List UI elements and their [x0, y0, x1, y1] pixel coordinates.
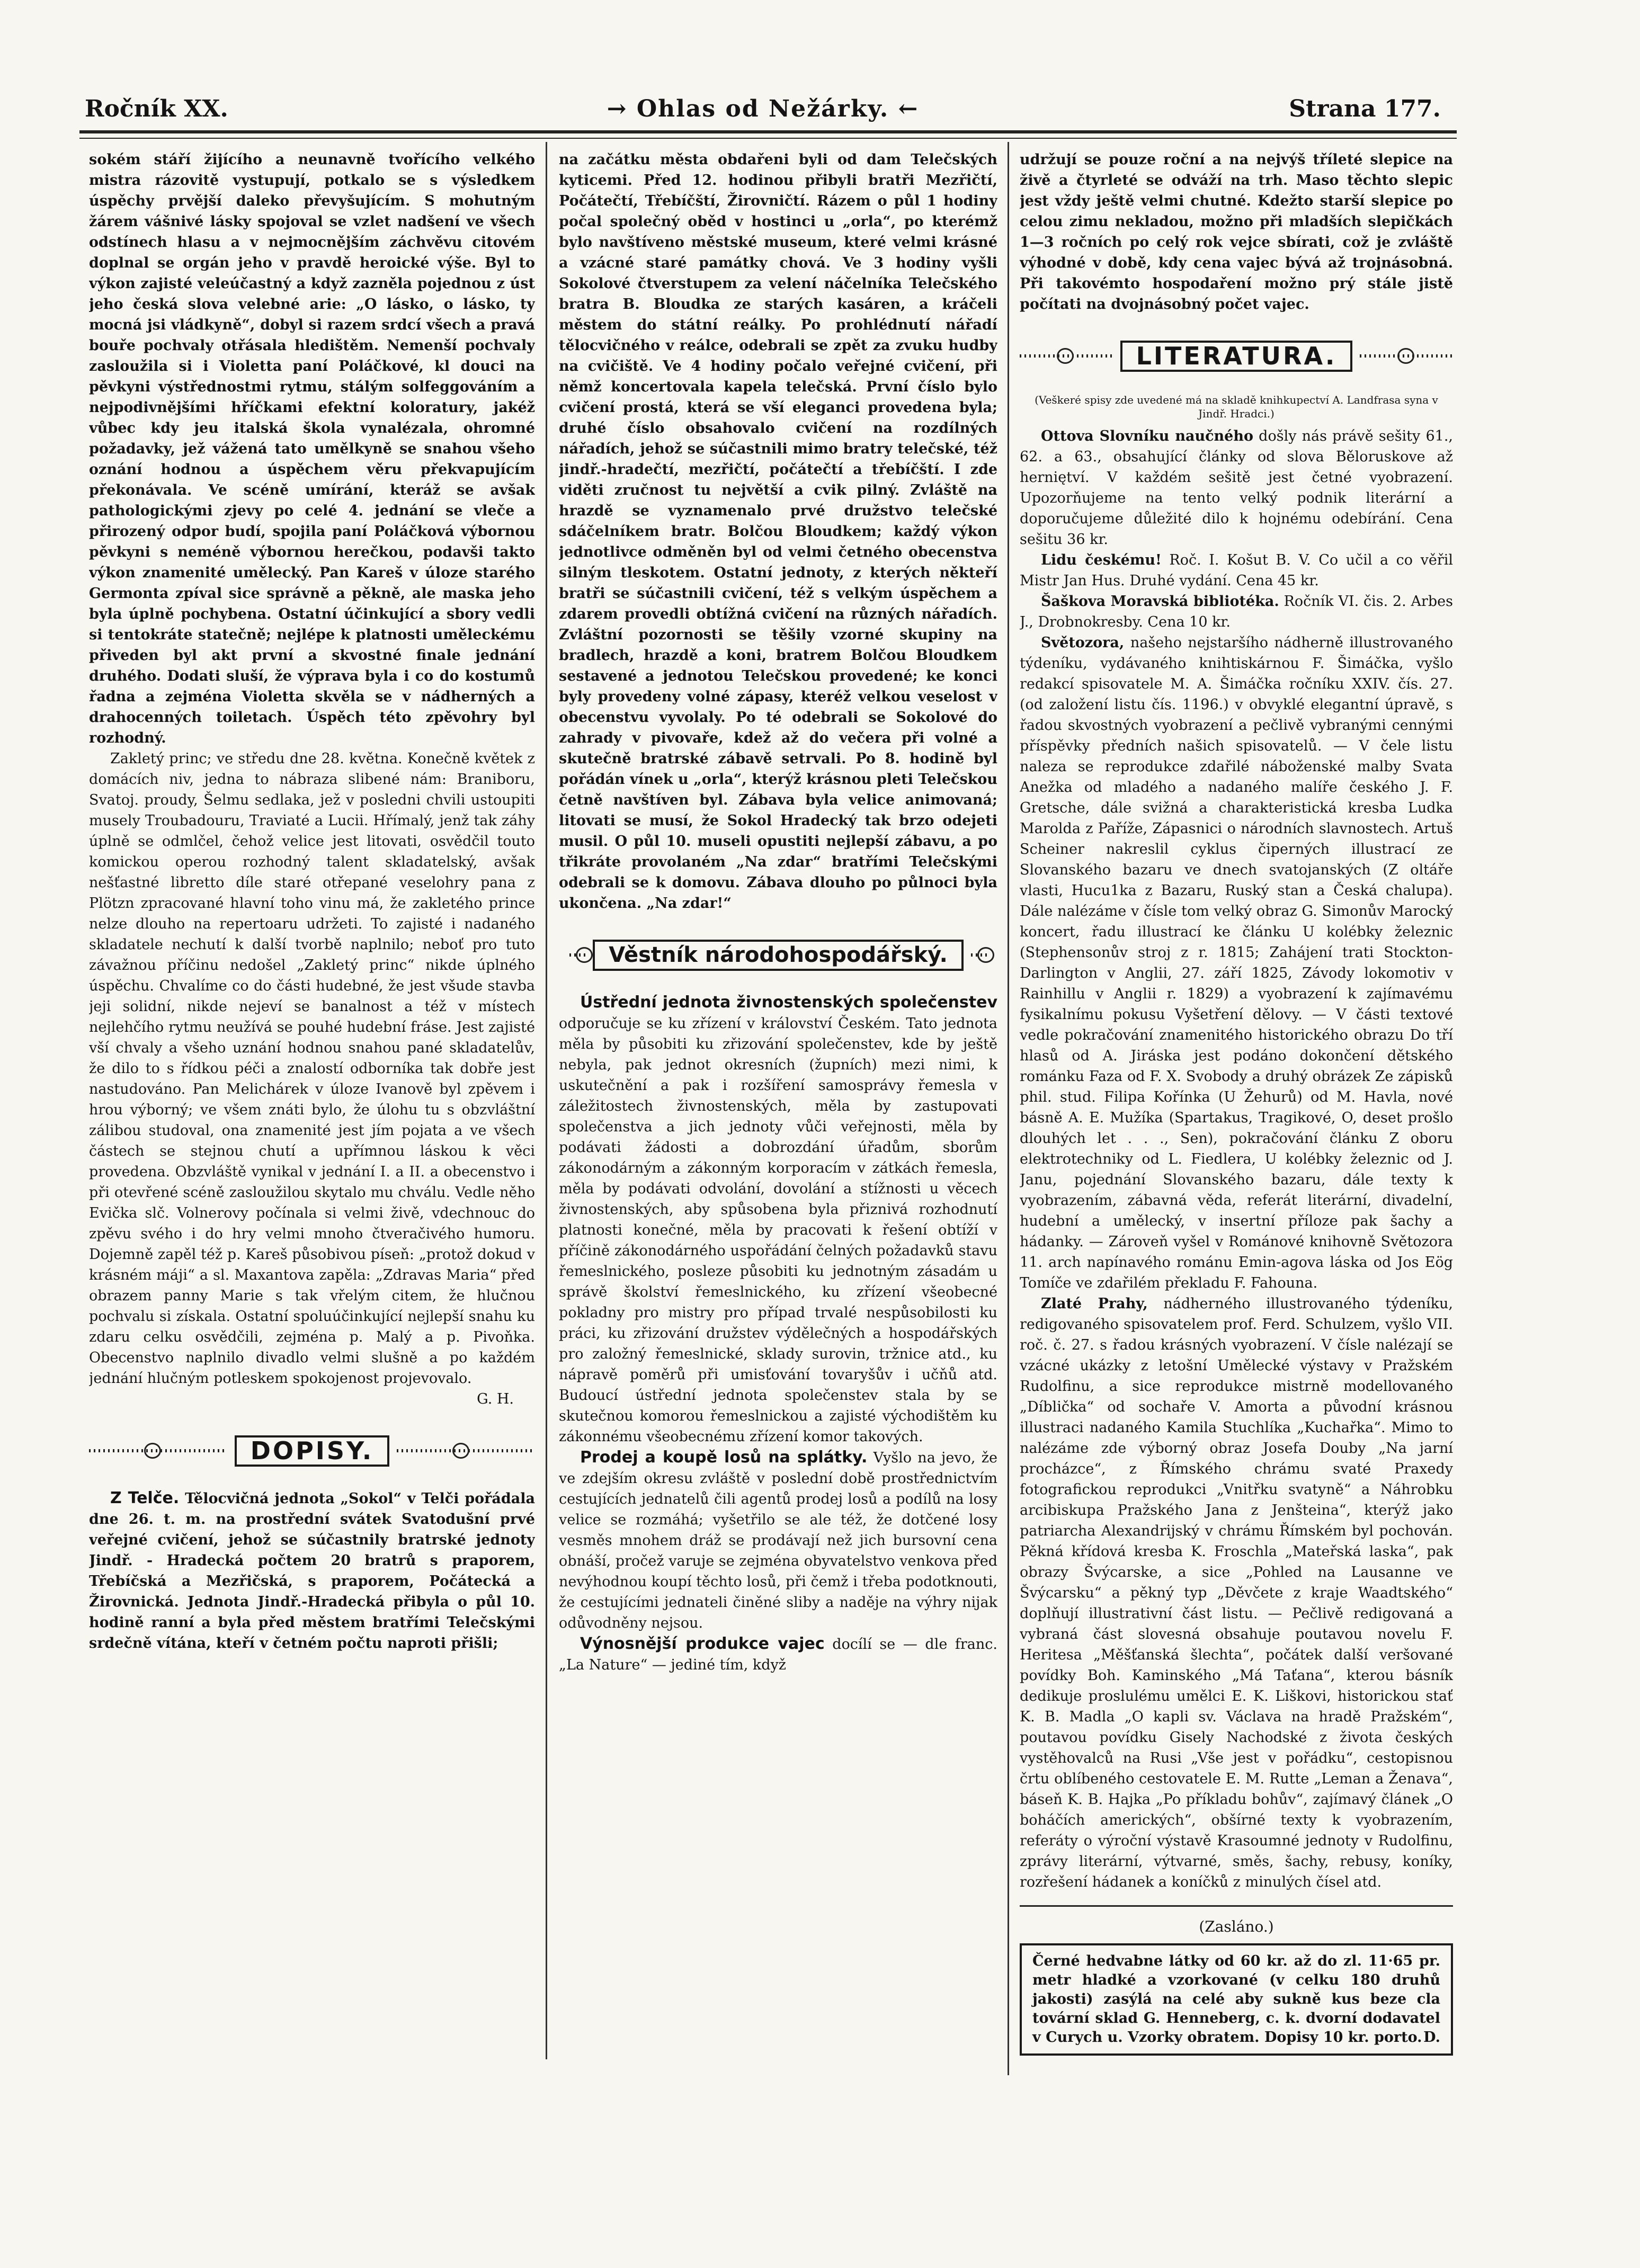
news-item-text: docílí se — dle franc. „La Nature“ — jediné tím, když	[559, 1636, 997, 1673]
page-header	[85, 95, 1441, 132]
volume-number: Ročník XX.	[85, 95, 228, 122]
ornament-right-icon	[397, 1437, 535, 1464]
ornament-left-icon	[569, 942, 585, 968]
literatura-note: (Veškeré spisy zde uvedené má na skladě knihkupectví A. Landfrasa syna v Jindř. Hradci.)	[1035, 394, 1438, 420]
literature-entry	[1020, 550, 1453, 591]
dopisy-lead: Z Telče.	[110, 1489, 180, 1507]
literature-entry	[1020, 591, 1453, 632]
header-rule-thick	[79, 130, 1457, 133]
article-paragraph: udržují se pouze roční a na nejvýš tříleté slepice na živě a čtyrleté se odváží na trh. Maso těchto slepic jest vždy ještě velmi chutné. Kdežto starší slepice po celou zimu nekladou, možno při mladších slepičkách 1—3 ročních po celý rok vejce sbírati, což je zvláště výhodné v době, kdy cena vajec bývá až trojnásobná. Při takovémto hospodaření možno prý stále jistě počítati na dvojnásobný počet vajec.	[1020, 151, 1453, 312]
advertisement-box	[1020, 1943, 1453, 2056]
news-item	[559, 1633, 997, 1675]
news-item	[559, 992, 997, 1447]
literature-entry-text: nádherného illustrovaného týdeníku, redigovaného spisovatelem prof. Ferd. Schulzem, vyšlo VII. roč. č. 27. s řadou krásných vyobrazení. V čísle nalézají se vzácné ukázky z letošní Umělecké výstavy v Pražském Rudolfinu, a sice reprodukce mistrně modellovaného „Díblička“ od sochaře V. Amorta a původní krásnou illustraci nadaného Kamila Stuchlíka „Kuchařka“. Mimo to nalézáme zde výborný obraz Josefa Douby „Na jarní procházce“, z Římského chrámu svaté Praxedy fotografickou reprodukci „Vnitřku svatyně“ a Náhrobku arcibiskupa Pražského Jana z Jenšteina“, kterýž jako patriarcha Alexandrijský v chrámu Římském byl pochován. Pěkná křídová kresba K. Froschla „Mateřská laska“, pak obrazy Švýcarske, a sice „Pohled na Lausanne ve Švýcarsku“ a pěkný typ „Děvčete z kraje Waadtského“ doplňují illustrativní část listu. — Pečlivě redigovaná a vybraná část slovesná obsahuje poutavou novelu F. Heritesa „Měšťanská šlechta“, počátek další veršované povídky Boh. Kaminského „Má Taťana“, kterou básník dedikuje proslulému umělci E. K. Liškovi, historickou stať K. B. Madla „O kapli sv. Václava na hradě Pražském“, poutavou povídku Gisely Nachodské z života českých vystěhovalců na Rusi „Vše jest v pořádku“, cestopisnou črtu oblíbeného cestovatele E. M. Rutte „Leman a Ženava“, báseň K. B. Hajka „Po příkladu bohův“, zajímavý článek „O boháčích amerických“, obšírné texty k vyobrazením, referáty o výroční výstavě Krasoumné jednoty v Rudolfinu, zprávy literární, výtvarné, směs, šachy, rebusy, koníky, rozřešení hádanek a koníčků z minulých čísel atd.	[1020, 1296, 1453, 1890]
column-divider	[546, 142, 547, 2059]
literature-entry-lead: Lidu českému!	[1041, 552, 1162, 568]
literature-entry	[1020, 426, 1453, 550]
literature-entry-lead: Světozora,	[1041, 635, 1125, 651]
literature-entry	[1020, 1293, 1453, 1892]
advertisement-text: Černé hedvabne látky od 60 kr. až do zl. 11·65 pr. metr hladké a vzorkované (v celku 180 druhů jakosti) zasýlá na celé aby sukně kus beze cla tovární sklad G. Henneberg, c. k. dvorní dodavatel v Curych u. Vzorky obratem. Dopisy 10 kr. porto.	[1032, 1953, 1440, 2046]
article-paragraph: sokém stáří žijícího a neunavně tvořícího velkého mistra rázovitě vystupují, potkalo se s výsledkem úspěchy prvější daleko převyšujícím. S mohutným žárem vášnivé lásky spojoval se vzlet nadšení ve všech odstínech hlasu a v nejmocnějším záchvěvu citovém doplnal se orgán jeho v pravdě heroické výše. Byl to výkon zajisté veleúčastný a když zazněla pojednou z úst jeho česká slova velebné arie: „O lásko, o lásko, ty mocná jsi vládkyně“, dobyl si razem srdcí všech a pravá bouře pochvaly otřásala hledištěm. Nemenší pochvaly zasloužila si i Violetta paní Poláčkové, kl douci na pěvkyni výstřednostmi rytmu, stálým solfeggováním a nejpodivnějšími hříčkami efektní koloratury, jakéž vůbec kdy jeu italská škola vynalézala, ohromné požadavky, jež vážená tato umělkyně se snahou všeho oznání hodnou a úspěchem věru překvapujícím překonávala. Ve scéně umírání, kteráž se avšak pathologickými zjevy po celé 4. jednání se vleče a přirozený odpor budí, spojila paní Poláčková výbornou pěvkyni s neméně výbornou herečkou, podavši takto výkon znamenité umělecký. Pan Kareš v úloze starého Germonta zpíval sice správně a pěkně, ale maska jeho byla úplně pochybena. Ostatní účinkující a sbory vedli si tentokráte statečně; nejlépe k platnosti uměleckému přiveden byl akt první a skvostné finale jednání druhého. Dodati sluší, že výprava byla i co do kostumů řadna a zejména Violetta skvěla se v nádherných a drahocenných toiletach. Úspěch této zpěvohry byl rozhodný.	[89, 151, 535, 746]
news-item-lead: Prodej a koupě losů na splátky.	[580, 1448, 868, 1467]
news-item	[559, 1447, 997, 1633]
literature-entry-text: Roč. I. Košut B. V. Co učil a co věřil Mistr Jan Hus. Druhé vydání. Cena 45 kr.	[1020, 552, 1453, 589]
literature-entry-text: Ročník VI. čis. 2. Arbes J., Drobnokresby. Cena 10 kr.	[1020, 593, 1453, 630]
literature-entry-text: došly nás právě sešity 61., 62. a 63., obsahující články od slova Běloruskove až herniętví. V každém sešitě jest četné vyobrazení. Upozorňujeme na tento velký podnik literární a doporučujeme důležité dilo k hojnému odebírání. Cena sešitu 36 kr.	[1020, 428, 1453, 548]
column-divider	[1008, 142, 1009, 2075]
news-item-text: Vyšlo na jevo, že ve zdejším okresu zvláště v poslední době prostřednictvím cestujících jednatelů čili agentů prodej losů a podílů na losy velice se rozmáhá; vyšetřilo se ale též, že dotčené losy vesměs mnohem dráž se prodávají než jich bursovní cena obnáší, pročež varuje se zejména obyvatelstvo venkova před nevýhodnou koupí těchto losů, při čemž i třeba podotknouti, že cestujícími jednateli činěné sliby a naděje na výhry nijak odůvodněny nejsou.	[559, 1450, 997, 1631]
newspaper-masthead: → Ohlas od Nežárky. ←	[607, 95, 919, 122]
literatura-heading	[1020, 333, 1453, 379]
section-title: LITERATURA.	[1120, 341, 1353, 372]
ornament-right-icon	[971, 942, 987, 968]
column-1	[89, 149, 535, 2019]
column-3	[1020, 149, 1453, 2083]
column-2	[559, 149, 997, 2056]
dopisy-heading	[89, 1427, 535, 1474]
dopisy-entry	[89, 1488, 535, 1654]
ornament-right-icon	[1360, 343, 1453, 369]
news-item-lead: Výnosnější produkce vajec	[580, 1635, 825, 1653]
literature-entry-text: našeho nejstaršího nádherně illustrovaného týdeníku, vydávaného knihtiskárnou F. Šimáčka, vyšlo redakcí spisovatele M. A. Šimáčka ročníku XXIV. čís. 27. (od založení listu čís. 1196.) v obvyklé elegantní úpravě, s řadou skvostných vyobrazení a pečlivě vybranými cennými příspěvky předních našich spisovatelů. — V čele listu naleza se reprodukce zdařilé náboženské malby Svata Anežka od mladého a nadaného malíře českého J. F. Gretsche, dále svižná a charakteristická kresba Ludka Marolda z Paříže, Zápasnici o národních slavnostech. Artuš Scheiner nakreslil cyklus čiperných illustrací ze Slovanského bazaru ve dnech svatojanských (Z oltáře vlasti, Hucu1ka z Bazaru, Ruský stan a Česká chalupa). Dále nalézáme v čísle tom velký obraz G. Simonův Marocký koncert, řadu illustrací ke článku U kolébky železnic (Stephensonův stroj z r. 1815; Zahájení trati Stockton-Darlington v Anglii, 27. září 1825, Závody lokomotiv v Rainhillu v Anglii r. 1829) a vyobrazení k zajímavému fysikalnímu pokusu Vyšetření dělovy. — V části textové vedle pokračování znamenitého historického obrazu Do tří hlasů od A. Jiráska jest podáno dokončení dětského románku Faza od F. X. Svobody a druhý obrázek Ze zápisků phil. stud. Filipa Kořínka (U Žehurů) od M. Havla, nové básně A. E. Mužíka (Spartakus, Tragikové, O, deset prošlo dlouhých let . . ., Sen), pokračování článku Z oboru elektrotechniky od L. Fiedlera, U kolébky železnic od J. Janu, pojednání Slovanského bazaru, dále texty k vyobrazením, zábavná věda, referát literární, divadelní, hudební a umělecký, v insertní příloze pak šachy a hádanky. — Zároveň vyšel v Románové knihovně Světozora 11. arch napínavého románu Emin-agova láska od Jos Eög Tomíče ve zdařilém překladu F. Fahouna.	[1020, 635, 1453, 1291]
literature-entry-lead: Ottova Slovníku naučného	[1041, 428, 1253, 444]
divider	[1020, 1905, 1453, 1907]
news-item-lead: Ústřední jednota živnostenských společenstev	[580, 993, 997, 1012]
literature-entry	[1020, 632, 1453, 1293]
literature-entry-lead: Šaškova Moravská bibliotéka.	[1041, 593, 1279, 610]
article-paragraph: Zakletý princ; ve středu dne 28. května. Konečně květek z domácích niv, jedna to nábraza slibené nám: Braniboru, Svatoj. proudy, Šelmu sedlaka, jež v posledni chvili ustoupiti musely Troubadouru, Traviaté a Lucii. Hřímalý, jenž tak záhy úplně se odmlčel, čehož velice jest litovati, osvědčil touto komickou operou rozhodný talent skladatelský, avšak nešťastné libretto díle staré otřepané veselohry pana z Plötzn zpracované hlavní toho vinu má, že zakletého prince nelze dlouho na repertoaru udržeti. To zajisté i nadaného skladatele nechutí k další tvorbě naplnilo; neboť pro tuto závažnou příčinu nedošel „Zakletý princ“ nikde úplného úspěchu. Chvalíme co do části hudebné, že jest všude stavba jeji solidní, nikde nejeví se banalnost a též v místech nejlehčího rytmu neužívá se pouhé hudební fráse. Jest zajisté vší chvaly a všeho uznání hodnou snahou pané skladatelův, že dilo to s řídkou péči a znalostí odborníka tak dobře jest nastudováno. Pan Melichárek v úloze Ivanově byl zpěvem i hrou výborný; ve všem znáti bylo, že úlohu tu s obzvláštní zálibou studoval, ona znamenité jest jím pojata a ve všech částech se stejnou chutí a upřímnou láskou k věci provedena. Obzvláště vynikal v jednání I. a II. a obecenstvo i při otevřené scéně zasloužilou skytalo mu chválu. Vedle něho Evička slč. Volnerovy počínala si velmi živě, vdechnouc do zpěvu svého i do hry velmi mnoho čtveračivého humoru. Dojemně zapěl též p. Kareš působivou píseň: „protož dokud v krásném máji“ a sl. Maxantova zapěla: „Zdravas Maria“ před obrazem panny Marie s tak vřelým citem, že hlučnou pochvalu si získala. Ostatní spoluúčinkující nejlepší snahu ku zdaru celku osvědčili, zejména p. Malý a p. Pivoňka. Obecenstvo naplnilo divadlo velmi slušně a po každém jednání hlučným potleskem spokojenost projevovalo.	[89, 751, 535, 1387]
section-title: DOPISY.	[235, 1435, 389, 1467]
page-number: Strana 177.	[1289, 95, 1441, 122]
dopisy-text: Tělocvičná jednota „Sokol“ v Telči pořádala dne 26. t. m. na prostřední svátek Svatodušní prvé veřejné cvičení, jehož se súčastnily bratrské jednoty Jindř. - Hradecká počtem 20 bratrů s praporem, Třebíčská a Mezřičská, s praporem, Počátecká a Žirovnická. Jednota Jindř.-Hradecká přibyla o půl 10. hodině ranní a byla před městem bratřími Telečskými srdečně vítána, kteří v četném počtu naproti přišli;	[89, 1490, 535, 1651]
zasano-label: (Zasláno.)	[1199, 1918, 1274, 1935]
advertisement-sign: D.	[1423, 2029, 1440, 2046]
news-item-text: odporučuje se ku zřízení v království Českém. Tato jednota měla by působiti ku zřizování společenstev, kde by ještě nebyla, pak jednot okresních (župních) mezi nimi, k uskutečnění a pak i rozšíření samosprávy řemesla v záležitostech živnostenských, měla by zastupovati společenstva a jich jednoty vůči veřejnosti, měla by podávati žádosti a dobrozdání úřadům, sborům zákonodárným a zákonným korporacím v zátkách řemesla, měla by podávati odvolání, dovolání a stížnosti u věcech živnostenských, aby spůsobena byla přiznivá rozhodnutí platnosti konečné, měla by pracovati k řešení obtíží v příčině zákonodárného uspořádání čelných požadavků stavu řemeslnického, posleze působiti ku jednotným zásadám u správě školství řemeslnického, ku zřízení všeobecné pokladny pro mistry pro případ trvalé nespůsobilosti ku práci, ku zřizování družstev výdělečných a hospodářských pro založný řemeslnické, sklady surovin, tržnice atd., ku nápravě poměrů při umisťování tovaryšův i učňů atd. Budoucí ústřední jednota společenstev stala by se skutečnou komorou řemeslnickou a zajisté východištěm ku zákonnému všeobecnému zřízení komor takových.	[559, 1015, 997, 1445]
article-paragraph: na začátku města obdařeni byli od dam Telečských kyticemi. Před 12. hodinou přibyli bratři Mezřičtí, Počátečtí, Třebíčští, Žirovničtí. Rázem o půl 1 hodiny počal společný oběd v hostinci u „orla“, po kterémž bylo navštíveno městské museum, které velmi krásné a vzácné staré památky chová. Ve 3 hodiny vyšli Sokolové čtverstupem za velení náčelníka Telečského bratra B. Bloudka ze starých kasáren, a kráčeli městem do státní reálky. Po prohlédnutí nářadí tělocvičného v reálce, odebrali se zpět za zvuku hudby na cvičiště. Ve 4 hodiny počalo veřejné cvičení, při němž koncertovala kapela telečská. První číslo bylo cvičení prostá, která se vší eleganci provedena byla; druhé číslo obsahovalo cvičení na rozdílných nářadích, jehož se súčastnili mimo bratry telečské, též jindř.-hradečtí, mezřičtí, počátečtí a třebíčští. I zde viděti zručnost tu největší a cvik pilný. Zvláště na hrazdě se vyznamenalo prvé družstvo telečské sdáčelníkem bratr. Bolčou Bloudkem; každý výkon jednotlivce odměněn byl od velmi četného obecenstva silným tleskotem. Ostatní jednoty, z kterých někteří bratři se súčastnili cvičení, též s velkým úspěchem a zdarem provedli obtížná cvičení na různých nářadích. Zvláštní pozornosti se těšily vzorné skupiny na bradlech, hrazdě a koni, bratrem Bolčou Bloudkem sestavené a jednotou Telečskou provedené; ke konci byly provedeny volné zápasy, kteréž velkou veselost v obecenstvu vyvolaly. Po té odebrali se Sokolové do zahrady v pivovaře, kdež až do večera při volné a skutečně bratrské zábavě setrvali. Po 8. hodině byl pořádán vínek u „orla“, kterýž krásnou pleti Telečskou četně navštíven byl. Zábava byla velice animovaná; litovati se musí, že Sokol Hradecký tak brzo odejeti musil. O půl 10. museli opustiti nejlepší zábavu, a po třikráte provolaném „Na zdar“ bratřími Telečskými odebrali se k domovu. Zábava dlouho po půlnoci byla ukončena. „Na zdar!“	[559, 151, 997, 912]
literature-entry-lead: Zlaté Prahy,	[1041, 1296, 1148, 1312]
ornament-left-icon	[1020, 343, 1113, 369]
section-title: Věstník národohospodářský.	[593, 940, 964, 971]
ornament-left-icon	[89, 1437, 227, 1464]
vestnik-heading	[559, 932, 997, 978]
header-rule-thin	[79, 138, 1457, 139]
article-signature: G. H.	[477, 1391, 514, 1407]
